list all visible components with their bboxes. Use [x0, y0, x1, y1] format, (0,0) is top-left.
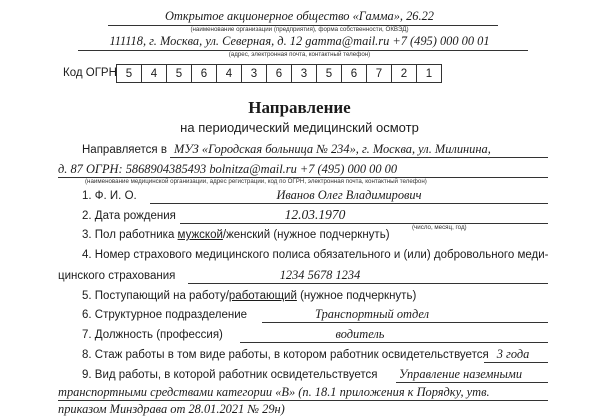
ogrn-digit: 2 [391, 64, 417, 83]
field-3-suffix: /женский (нужное подчеркнуть) [222, 229, 390, 241]
birth-date-caption: (число, месяц, год) [412, 224, 467, 231]
full-name-value: Иванов Олег Владимирович [276, 188, 422, 202]
position-value: водитель [335, 327, 385, 341]
ogrn-boxes [117, 64, 442, 83]
field-9-underline-1 [396, 382, 548, 383]
field-4-label-line1: 4. Номер страхового медицинского полиса обязательного и (или) добровольного меди- [82, 249, 549, 261]
org-address-caption: (адрес, электронная почта, контактный телефон) [228, 51, 371, 58]
ogrn-digit: 5 [116, 64, 142, 83]
gender-male-option: мужской [177, 229, 223, 241]
work-type-value-line1: Управление наземными [399, 367, 523, 381]
field-9-underline-2 [58, 400, 548, 401]
insurance-policy-value: 1234 5678 1234 [279, 268, 361, 282]
field-5-label [82, 290, 416, 302]
ogrn-digit: 6 [191, 64, 217, 83]
org-caption: (наименование организации (предприятия), форма собственности, ОКВЭД) [190, 26, 409, 33]
field-9-label: 9. Вид работы, в которой работник освидетельствуется [82, 369, 378, 381]
referral-caption: (наименование медицинской организации, адрес регистрации, код по ОГРН, электронная почта, контактный телефон) [85, 178, 427, 185]
field-6-underline [262, 322, 548, 323]
field-2-underline [180, 223, 548, 224]
ogrn-label: Код ОГРН [63, 67, 117, 79]
field-3-prefix: 3. Пол работника [82, 229, 178, 241]
ogrn-digit: 3 [241, 64, 267, 83]
field-5-prefix: 5. Поступающий на работу/ [82, 290, 229, 302]
department-value: Транспортный отдел [315, 307, 429, 321]
field-3-label [82, 229, 390, 241]
referral-line2: д. 87 ОГРН: 5868904385493 bolnitza@mail.ru +7 (495) 000 00 00 [58, 162, 398, 176]
birth-date-value: 12.03.1970 [284, 207, 346, 222]
referral-underline-1 [170, 157, 548, 158]
ogrn-digit: 4 [141, 64, 167, 83]
field-5-suffix: (нужное подчеркнуть) [296, 290, 417, 302]
ogrn-digit: 4 [216, 64, 242, 83]
referral-line1: МУЗ «Городская больница № 234», г. Москва, ул. Милинина, [174, 142, 491, 156]
work-type-value-line2: транспортными средствами категории «В» (п. 18.1 приложения к Порядку, утв. [58, 385, 490, 399]
work-type-value-line3: приказом Минздрава от 28.01.2021 № 29н) [58, 402, 285, 416]
field-7-underline [240, 342, 548, 343]
ogrn-digit: 1 [416, 64, 442, 83]
ogrn-digit: 3 [291, 64, 317, 83]
document-subtitle: на периодический медицинский осмотр [180, 120, 419, 135]
referral-label: Направляется в [82, 144, 167, 156]
document-title: Направление [248, 98, 351, 117]
org-address: 111118, г. Москва, ул. Северная, д. 12 gamma@mail.ru +7 (495) 000 00 01 [109, 34, 490, 48]
field-4-label-line2: цинского страхования [58, 270, 176, 282]
field-8-label: 8. Стаж работы в том виде работы, в котором работник освидетельствуется [82, 349, 489, 361]
field-2-label: 2. Дата рождения [82, 210, 176, 222]
ogrn-digit: 7 [366, 64, 392, 83]
field-6-label: 6. Структурное подразделение [82, 309, 248, 321]
field-1-label: 1. Ф. И. О. [82, 190, 137, 202]
field-4-underline [188, 283, 548, 284]
org-name: Открытое акционерное общество «Гамма», 26.22 [164, 9, 434, 23]
ogrn-digit: 6 [341, 64, 367, 83]
field-8-underline [484, 362, 548, 363]
experience-value: 3 года [496, 347, 530, 361]
field-1-underline [150, 203, 548, 204]
employed-option: работающий [228, 290, 297, 302]
field-7-label: 7. Должность (профессия) [82, 329, 223, 341]
ogrn-digit: 5 [166, 64, 192, 83]
ogrn-digit: 6 [266, 64, 292, 83]
ogrn-digit: 5 [316, 64, 342, 83]
